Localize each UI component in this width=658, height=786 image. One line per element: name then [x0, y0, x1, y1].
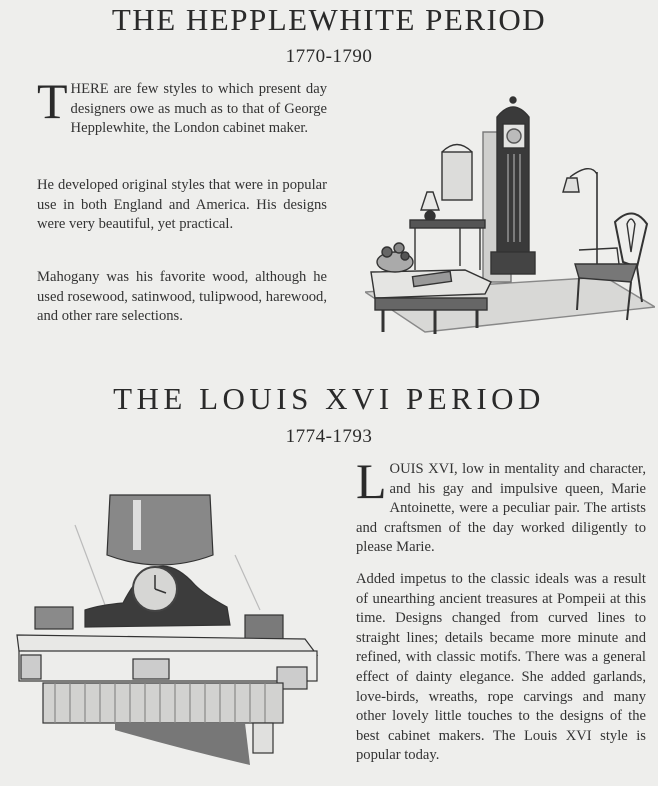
wall-mirror: [442, 152, 472, 200]
table-lamp: [421, 192, 439, 210]
console-table: [410, 220, 485, 228]
hepplewhite-drop-cap: T: [37, 73, 68, 129]
louis-xvi-drop-cap: L: [356, 453, 387, 509]
hepplewhite-paragraph-2: He developed original styles that were in popular use in both England and America. His designs were very beautiful, yet practical.: [37, 177, 327, 233]
hepplewhite-dates: 1770-1790: [285, 46, 373, 67]
hepplewhite-room-illustration: [365, 92, 655, 337]
grandfather-clock-icon: [491, 97, 535, 274]
left-jewel-box: [35, 607, 73, 629]
mantel-mirror: [107, 495, 213, 565]
tambour-mantel-clock-icon: [85, 566, 230, 627]
hearth-shadow: [115, 723, 250, 765]
hepplewhite-paragraph-3: Mahogany was his favorite wood, although he used rosewood, satinwood, tulipwood, harewood, and other rare selections.: [37, 269, 327, 325]
hepplewhite-title: THE HEPPLEWHITE PERIOD: [111, 2, 547, 37]
fireplace-front: [43, 683, 283, 723]
hepplewhite-paragraph-1-text: HERE are few styles to which present day designers owe as much as to that of George Hepplewhite, the London cabinet maker.: [70, 81, 327, 137]
louis-xvi-paragraph-1-text: OUIS XVI, low in mentality and character, and his gay and impulsive queen, Marie Antoinette, were a peculiar pair. The artists and craftsmen of the day worked diligently to please Marie.: [356, 461, 646, 556]
hepplewhite-paragraph-1: [37, 73, 327, 139]
right-jewel-box: [245, 615, 283, 639]
louis-xvi-title: THE LOUIS XVI PERIOD: [113, 381, 545, 416]
louis-xvi-dates: 1774-1793: [285, 426, 373, 447]
louis-xvi-mantel-illustration: [5, 485, 340, 770]
louis-xvi-paragraph-2: Added impetus to the classic ideals was a result of unearthing ancient treasures at Pompeii at this time. Designs changed from curved lines to straight lines; details became more minute and refined, with classic motifs. There was a general effect of dainty elegance. She added garlands, love-birds, wreaths, rope carvings and many other lovely little touches to the designs of the best cabinet makers. The Louis XVI style is popular today.: [356, 571, 646, 764]
louis-xvi-paragraph-1: [356, 453, 646, 558]
